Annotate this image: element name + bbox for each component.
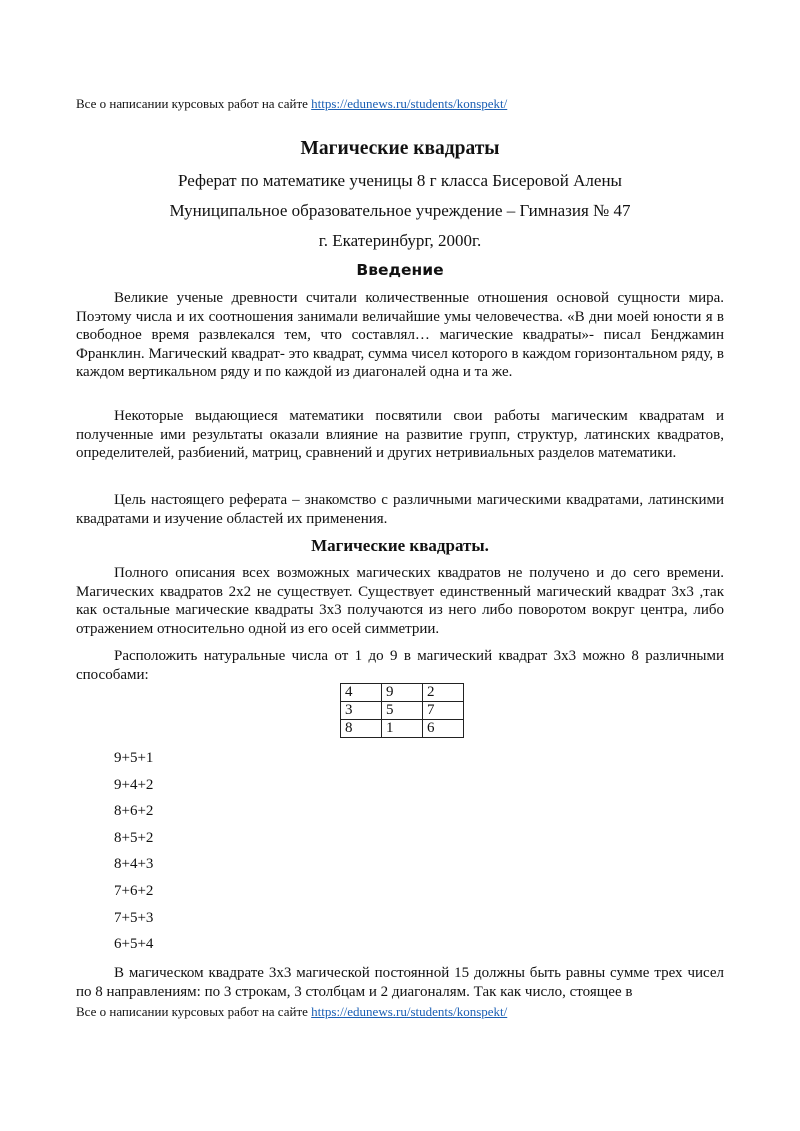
table-cell: 2 (423, 684, 464, 702)
table-cell: 9 (382, 684, 423, 702)
subtitle-school: Муниципальное образовательное учреждение – Гимназия № 47 (169, 201, 631, 220)
table-cell: 4 (341, 684, 382, 702)
table-cell: 1 (382, 720, 423, 738)
sum-item: 8+5+2 (114, 829, 154, 846)
banner-link[interactable]: https://edunews.ru/students/konspekt/ (311, 1004, 508, 1019)
magic-square-table (340, 683, 464, 738)
table-cell: 3 (341, 702, 382, 720)
sum-item: 6+5+4 (114, 936, 154, 953)
banner-text: Все о написании курсовых работ на сайте (76, 1004, 308, 1019)
sum-item: 8+4+3 (114, 856, 154, 873)
table-cell: 6 (423, 720, 464, 738)
header-banner (76, 96, 507, 112)
sum-item: 7+5+3 (114, 909, 154, 926)
section-heading-magic-squares: Магические квадраты. (311, 536, 489, 555)
paragraph: Расположить натуральные числа от 1 до 9 в магический квадрат 3х3 можно 8 различными способами: (76, 648, 724, 683)
table-cell: 7 (423, 702, 464, 720)
sum-item: 8+6+2 (114, 803, 154, 820)
footer-banner (76, 1004, 507, 1020)
table-cell: 5 (382, 702, 423, 720)
paragraph: Полного описания всех возможных магических квадратов не получено и до сего времени. Магических квадратов 2х2 не существует. Существует единственный магический квадрат 3х3 ,так как остальные магические квадраты 3х3 получаются из него либо поворотом вокруг центра, либо отражением относительно одной из его осей симметрии. (76, 565, 724, 637)
subtitle-city-year: г. Екатеринбург, 2000г. (318, 231, 482, 250)
banner-link[interactable]: https://edunews.ru/students/konspekt/ (311, 96, 508, 111)
paragraph: Цель настоящего реферата – знакомство с различными магическими квадратами, латинскими квадратами и изучение областей их применения. (76, 492, 724, 527)
sum-item: 7+6+2 (114, 882, 154, 899)
section-heading-intro: Введение (356, 261, 444, 279)
document-title: Магические квадраты (300, 138, 500, 159)
table-row (341, 684, 464, 702)
table-cell: 8 (341, 720, 382, 738)
sum-item: 9+5+1 (114, 750, 154, 766)
sum-item: 9+4+2 (114, 776, 154, 793)
paragraph: Великие ученые древности считали количественные отношения основой сущности мира. Поэтому числа и их соотношения занимали величайшие умы человечества. «В дни моей юности я в свободное время развлекался тем, что составлял… магические квадраты»- писал Бенджамин Франклин. Магический квадрат- это квадрат, сумма чисел которого в каждом горизонтальном ряду, в каждом вертикальном ряду и по каждой из диагоналей одна и та же. (76, 290, 724, 380)
table-row (341, 720, 464, 738)
sum-list (114, 749, 153, 962)
banner-text: Все о написании курсовых работ на сайте (76, 96, 308, 111)
paragraph: В магическом квадрате 3х3 магической постоянной 15 должны быть равны сумме трех чисел по 8 направлениям: по 3 строкам, 3 столбцам и 2 диагоналям. Так как число, стоящее в (76, 965, 724, 1000)
paragraph: Некоторые выдающиеся математики посвятили свои работы магическим квадратам и полученные ими результаты оказали влияние на развитие групп, структур, латинских квадратов, определителей, разбиений, матриц, сравнений и других нетривиальных разделов математики. (76, 408, 724, 461)
table-row (341, 702, 464, 720)
subtitle-author: Реферат по математике ученицы 8 г класса Бисеровой Алены (178, 171, 622, 190)
